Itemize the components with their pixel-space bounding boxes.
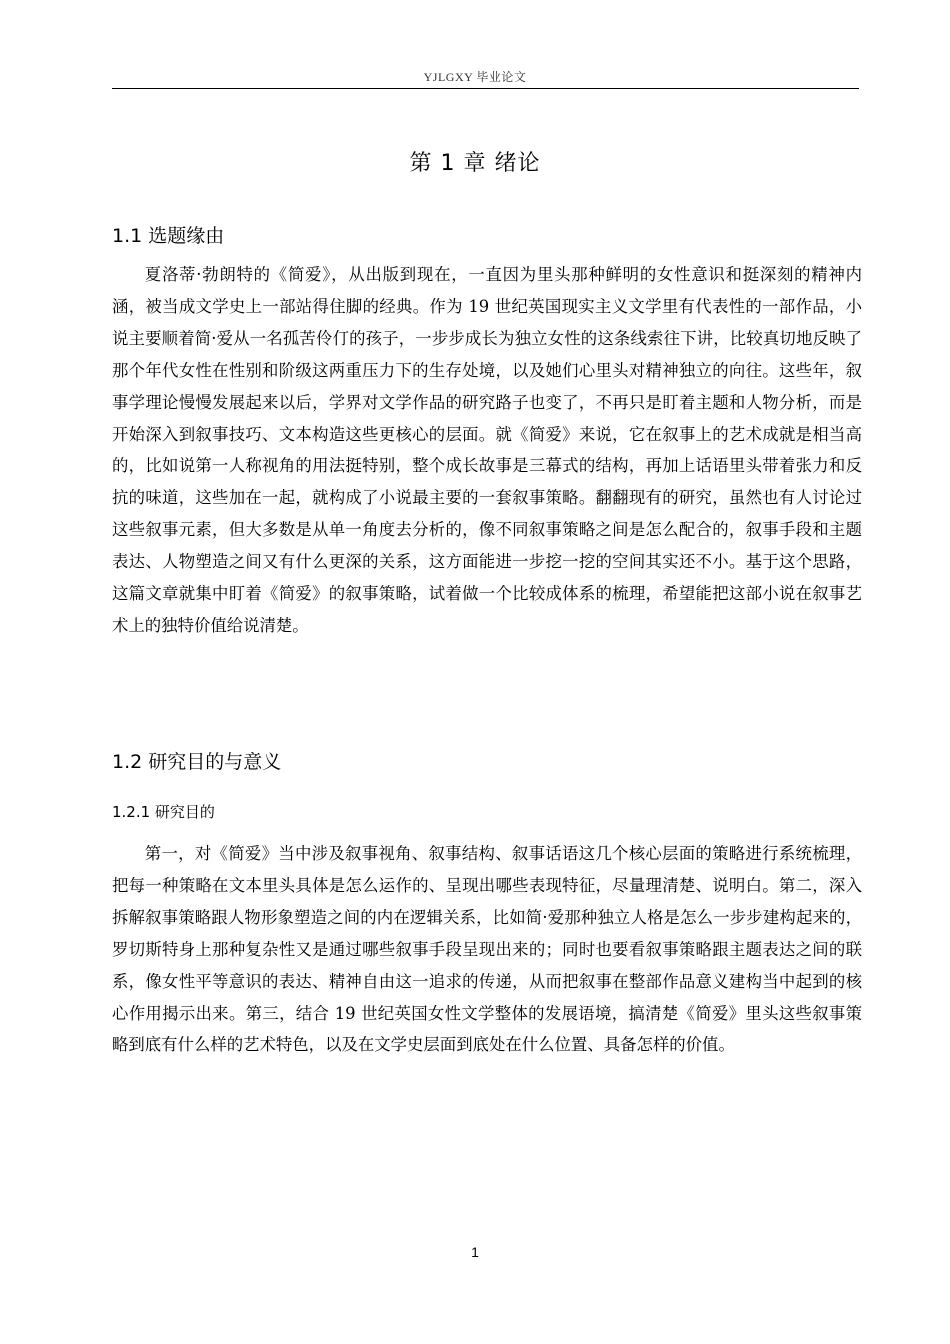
subsection-heading-1-2-1: 1.2.1 研究目的 xyxy=(112,803,215,821)
section-heading-1-1: 1.1 选题缘由 xyxy=(112,225,225,247)
running-header: YJLGXY 毕业论文 xyxy=(423,70,527,84)
section-heading-1-2: 1.2 研究目的与意义 xyxy=(112,751,282,773)
section-1-1-paragraph: 夏洛蒂·勃朗特的《简爱》，从出版到现在，一直因为里头那种鲜明的女性意识和挺深刻的精神内涵，被当成文学史上一部站得住脚的经典。作为 19 世纪英国现实主义文学里有代表性的一部作品，小说主要顺着简·爱从一名孤苦伶仃的孩子，一步步成长为独立女性的这条线索往下讲，比较真切地反映了那个年代女性在性别和阶级这两重压力下的生存处境，以及她们心里头对精神独立的向往。这些年，叙事学理论慢慢发展起来以后，学界对文学作品的研究路子也变了，不再只是盯着主题和人物分析，而是开始深入到叙事技巧、文本构造这些更核心的层面。就《简爱》来说，它在叙事上的艺术成就是相当高的，比如说第一人称视角的用法挺特别，整个成长故事是三幕式的结构，再加上话语里头带着张力和反抗的味道，这些加在一起，就构成了小说最主要的一套叙事策略。翻翻现有的研究，虽然也有人讨论过这些叙事元素，但大多数是从单一角度去分析的，像不同叙事策略之间是怎么配合的，叙事手段和主题表达、人物塑造之间又有什么更深的关系，这方面能进一步挖一挖的空间其实还不小。基于这个思路，这篇文章就集中盯着《简爱》的叙事策略，试着做一个比较成体系的梳理，希望能把这部小说在叙事艺术上的独特价值给说清楚。 xyxy=(112,265,862,635)
chapter-title: 第 1 章 绪论 xyxy=(409,151,541,176)
page-number: 1 xyxy=(471,1244,479,1260)
header-divider xyxy=(112,88,859,89)
section-1-2-1-paragraph: 第一，对《简爱》当中涉及叙事视角、叙事结构、叙事话语这几个核心层面的策略进行系统梳理，把每一种策略在文本里头具体是怎么运作的、呈现出哪些表现特征，尽量理清楚、说明白。第二，深入拆解叙事策略跟人物形象塑造之间的内在逻辑关系，比如简·爱那种独立人格是怎么一步步建构起来的，罗切斯特身上那种复杂性又是通过哪些叙事手段呈现出来的；同时也要看叙事策略跟主题表达之间的联系，像女性平等意识的表达、精神自由这一追求的传递，从而把叙事在整部作品意义建构当中起到的核心作用揭示出来。第三，结合 19 世纪英国女性文学整体的发展语境，搞清楚《简爱》里头这些叙事策略到底有什么样的艺术特色，以及在文学史层面到底处在什么位置、具备怎样的价值。 xyxy=(112,844,862,1055)
